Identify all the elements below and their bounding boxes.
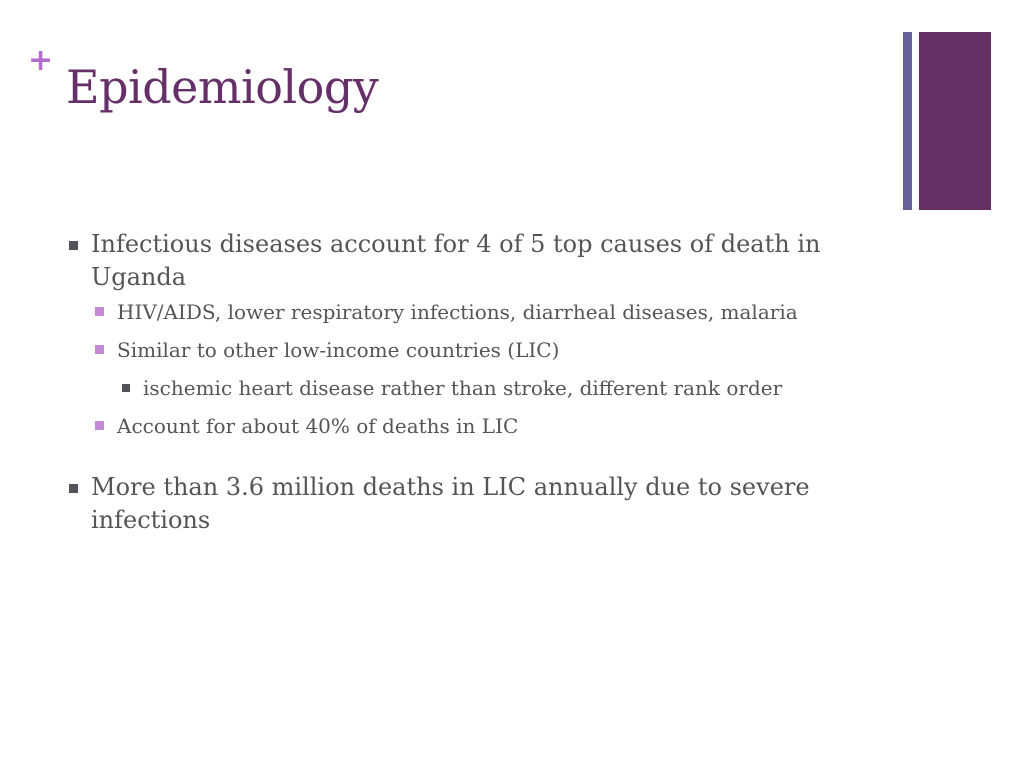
sub-bullet-text: Similar to other low-income countries (LIC) [117,338,560,362]
square-bullet-icon [95,307,104,316]
plus-icon: + [28,43,54,78]
bullet-text: More than 3.6 million deaths in LIC annually due to severe infections [91,473,810,534]
square-bullet-icon [95,345,104,354]
square-bullet-icon [95,421,104,430]
sub-bullet-text: Account for about 40% of deaths in LIC [117,414,519,438]
bullet-item [66,471,886,537]
square-bullet-icon [69,484,78,493]
decorative-bar-thin [903,32,912,210]
decorative-bar-thick [919,32,991,210]
slide-title: Epidemiology [66,60,379,114]
sub-sub-bullet-item [119,373,886,403]
sub-bullet-text: HIV/AIDS, lower respiratory infections, diarrheal diseases, malaria [117,300,798,324]
slide-body [66,228,886,537]
bullet-item [66,228,886,294]
sub-bullet-item [93,411,886,441]
sub-sub-bullet-text: ischemic heart disease rather than stroke, different rank order [143,376,783,400]
sub-bullet-item [93,335,886,365]
square-bullet-icon [69,241,78,250]
bullet-text: Infectious diseases account for 4 of 5 top causes of death in Uganda [91,230,821,291]
sub-bullet-item [93,297,886,327]
square-bullet-icon [122,384,130,392]
